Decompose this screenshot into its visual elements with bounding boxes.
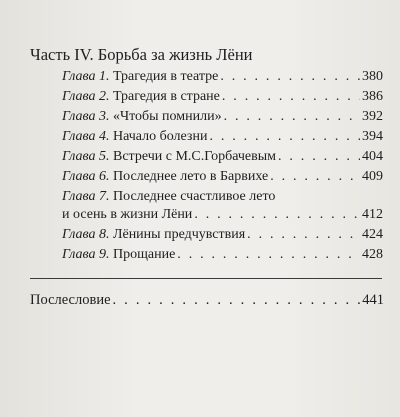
chapter-title: Начало болезни — [112, 129, 208, 144]
dot-leader — [113, 291, 361, 309]
page-number: 392 — [362, 109, 383, 124]
dot-leader — [177, 246, 360, 264]
chapter-prefix: Глава 5. — [62, 149, 110, 164]
chapter-title: Трагедия в стране — [112, 89, 220, 104]
chapter-prefix: Глава 7. — [62, 189, 110, 204]
page-number: 386 — [362, 89, 383, 104]
toc-label — [62, 128, 207, 146]
page-number: 441 — [362, 292, 384, 308]
page-number: 412 — [362, 207, 383, 222]
toc-entry-chapter-8 — [62, 226, 383, 244]
toc-label — [62, 246, 175, 264]
dot-leader — [194, 206, 360, 224]
chapter-prefix: Глава 1. — [62, 69, 110, 84]
page-number: 428 — [362, 247, 383, 262]
page-number: 394 — [362, 129, 383, 144]
chapter-prefix: Глава 8. — [62, 227, 110, 242]
page-number: 424 — [362, 227, 383, 242]
toc-entry-chapter-3 — [62, 108, 383, 126]
page-number: 409 — [362, 169, 383, 184]
chapter-title: Встречи с М.С.Горбачевым — [112, 149, 276, 164]
toc-entry-chapter-4 — [62, 128, 383, 146]
toc-label — [62, 68, 218, 86]
page-number: 404 — [362, 149, 383, 164]
toc-entry-chapter-6 — [62, 168, 383, 186]
chapter-prefix: Глава 6. — [62, 169, 110, 184]
dot-leader — [278, 148, 360, 166]
toc-entry-chapter-7-line-1 — [62, 188, 275, 206]
dot-leader — [247, 226, 360, 244]
chapter-title: Трагедия в театре — [112, 69, 219, 84]
part-heading: Часть IV. Борьба за жизнь Лёни — [30, 45, 253, 64]
chapter-title: Последнее счастливое лето — [112, 189, 276, 204]
toc-entry-chapter-1 — [62, 68, 383, 86]
chapter-prefix: Глава 3. — [62, 109, 110, 124]
chapter-prefix: Глава 9. — [62, 247, 110, 262]
dot-leader — [220, 68, 360, 86]
dot-leader — [222, 88, 360, 106]
chapter-title-continuation: и осень в жизни Лёни — [62, 207, 193, 222]
chapter-prefix: Глава 4. — [62, 129, 110, 144]
chapter-title: Лёнины предчувствия — [112, 227, 246, 242]
afterword-title: Послесловие — [30, 292, 111, 308]
chapter-title: Прощание — [112, 247, 176, 262]
toc-label — [62, 226, 245, 244]
toc-label — [62, 148, 276, 166]
toc-entry-chapter-2 — [62, 88, 383, 106]
toc-label — [62, 108, 222, 126]
chapter-title: «Чтобы помнили» — [112, 109, 222, 124]
dot-leader — [270, 168, 360, 186]
toc-entry-afterword — [30, 291, 384, 309]
dot-leader — [209, 128, 360, 146]
toc-entry-chapter-5 — [62, 148, 383, 166]
chapter-prefix: Глава 2. — [62, 89, 110, 104]
chapter-title: Последнее лето в Барвихе — [112, 169, 269, 184]
page-number: 380 — [362, 69, 383, 84]
section-divider — [30, 278, 382, 279]
toc-entry-chapter-7-line-2 — [62, 206, 383, 224]
toc-entry-chapter-9 — [62, 246, 383, 264]
toc-label — [62, 168, 268, 186]
dot-leader — [224, 108, 360, 126]
toc-label — [62, 88, 220, 106]
